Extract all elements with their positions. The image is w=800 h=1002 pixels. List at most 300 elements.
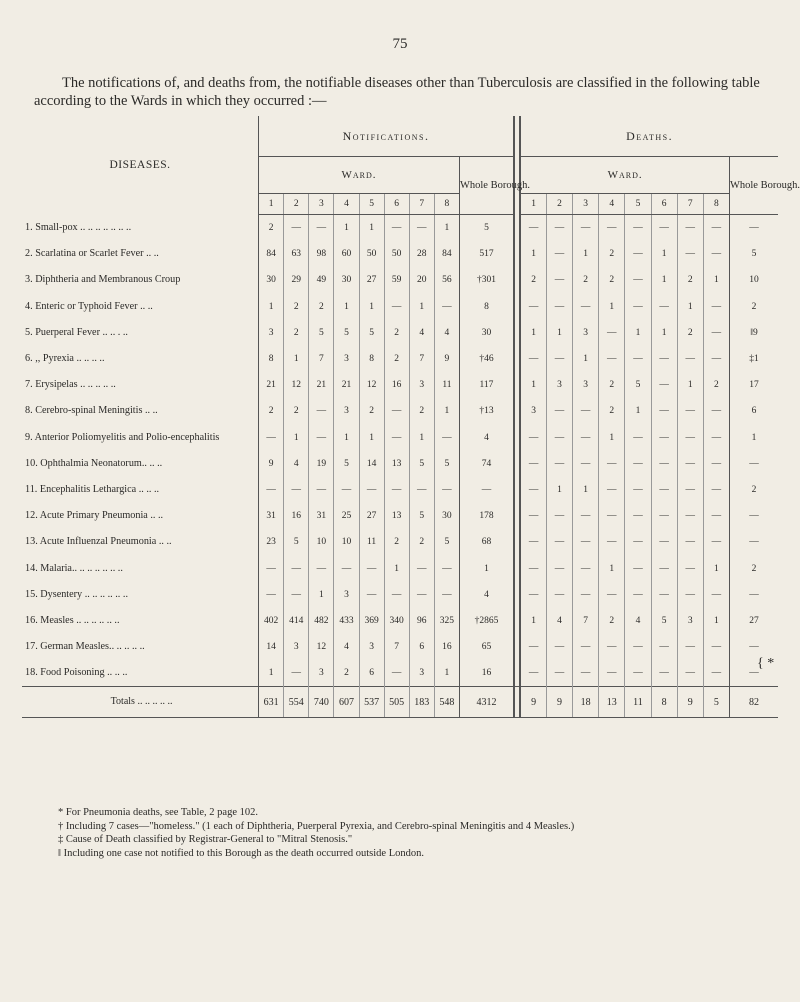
notification-cell: — [359, 582, 384, 608]
disease-label: 17. German Measles.. .. .. .. .. [22, 634, 259, 660]
death-cell: 3 [677, 608, 703, 634]
notification-cell: 11 [359, 529, 384, 555]
death-cell: — [703, 582, 729, 608]
death-whole-borough-cell: 1 [751, 432, 757, 443]
death-cell: — [651, 503, 677, 529]
death-cell: — [651, 555, 677, 581]
death-cell: 2 [599, 267, 625, 293]
death-cell: — [651, 582, 677, 608]
notification-whole-borough-cell: 65 [481, 642, 492, 653]
death-whole-borough-cell: 10 [749, 275, 759, 286]
death-cell: 1 [520, 320, 546, 346]
notification-cell: 5 [334, 451, 359, 477]
death-cell: 1 [703, 608, 729, 634]
death-cell: — [677, 215, 703, 242]
notification-cell: 1 [334, 425, 359, 451]
death-cell: 2 [703, 372, 729, 398]
disease-label: 18. Food Poisoning .. .. .. [22, 660, 259, 687]
death-cell: — [546, 634, 572, 660]
death-cell: 1 [677, 294, 703, 320]
notification-cell: 10 [334, 529, 359, 555]
death-cell: — [599, 582, 625, 608]
notifications-ward-number: 2 [284, 194, 309, 215]
footnote-outside-london: ‖ Including one case not notified to this Borough as the death occurred outside London. [58, 847, 424, 859]
notification-whole-borough-cell: 178 [479, 511, 494, 522]
death-cell: — [573, 660, 599, 687]
death-cell: — [651, 372, 677, 398]
notification-cell: 5 [334, 320, 359, 346]
notification-cell: 5 [359, 320, 384, 346]
notification-cell: 19 [309, 451, 334, 477]
notification-cell: 10 [309, 529, 334, 555]
death-whole-borough-cell: — [749, 223, 759, 234]
death-whole-borough-cell: — [749, 589, 759, 600]
notification-cell: — [309, 425, 334, 451]
notification-cell: 3 [334, 346, 359, 372]
table-row [22, 398, 778, 424]
death-cell: — [573, 555, 599, 581]
death-cell: — [546, 582, 572, 608]
total-death-cell: 8 [651, 687, 677, 718]
death-whole-borough-cell: — [749, 458, 759, 469]
notification-cell: 59 [384, 267, 409, 293]
death-cell: — [651, 660, 677, 687]
death-cell: — [677, 529, 703, 555]
notification-cell: 9 [259, 451, 284, 477]
death-cell: — [651, 215, 677, 242]
death-whole-borough-cell: 6 [751, 406, 757, 417]
total-notification-cell: 183 [409, 687, 434, 718]
notification-cell: 30 [259, 267, 284, 293]
death-cell: 3 [520, 398, 546, 424]
death-cell: — [651, 451, 677, 477]
disease-label: 8. Cerebro-spinal Meningitis .. .. [22, 398, 259, 424]
death-cell: — [625, 241, 651, 267]
death-cell: — [546, 398, 572, 424]
intro-paragraph: The notifications of, and deaths from, the notifiable diseases other than Tuberculosis are classified in the following table according to the Wards in which they occurred :— [34, 75, 760, 109]
death-cell: — [520, 215, 546, 242]
notification-cell: 2 [384, 346, 409, 372]
death-cell: — [573, 503, 599, 529]
notification-cell: 8 [259, 346, 284, 372]
table-row [22, 267, 778, 293]
total-death-cell: 9 [520, 687, 546, 718]
death-cell: — [677, 398, 703, 424]
notification-cell: 14 [259, 634, 284, 660]
death-cell: 4 [625, 608, 651, 634]
notification-cell: 49 [309, 267, 334, 293]
death-cell: — [573, 529, 599, 555]
notification-cell: 13 [384, 503, 409, 529]
death-whole-borough-cell: 2 [751, 563, 757, 574]
deaths-ward-header: Ward. [520, 157, 729, 194]
death-cell: 7 [573, 608, 599, 634]
notification-cell: 60 [334, 241, 359, 267]
death-cell: 2 [599, 241, 625, 267]
death-cell: — [703, 346, 729, 372]
death-cell: — [520, 529, 546, 555]
notification-cell: 2 [284, 320, 309, 346]
notification-cell: — [284, 582, 309, 608]
table-row [22, 241, 778, 267]
total-notification-cell: 554 [284, 687, 309, 718]
total-death-cell: 9 [677, 687, 703, 718]
notification-cell: 12 [309, 634, 334, 660]
notification-cell: 4 [434, 320, 459, 346]
table-row [22, 660, 778, 687]
total-notification-cell: 740 [309, 687, 334, 718]
notification-whole-borough-cell: 117 [479, 380, 494, 391]
death-cell: — [677, 477, 703, 503]
death-whole-borough-cell: 2 [751, 484, 757, 495]
notification-cell: 23 [259, 529, 284, 555]
death-cell: — [703, 294, 729, 320]
notification-cell: 21 [309, 372, 334, 398]
table-row [22, 555, 778, 581]
table-row [22, 477, 778, 503]
death-cell: 5 [625, 372, 651, 398]
death-cell: — [703, 320, 729, 346]
death-cell: — [625, 582, 651, 608]
death-cell: — [599, 346, 625, 372]
notification-cell: 11 [434, 372, 459, 398]
notification-cell: — [409, 215, 434, 242]
notification-cell: 3 [309, 660, 334, 687]
notification-cell: — [259, 425, 284, 451]
notification-cell: — [309, 555, 334, 581]
notification-cell: — [334, 555, 359, 581]
notification-cell: 2 [359, 398, 384, 424]
notification-cell: 27 [359, 267, 384, 293]
total-notification-cell: 537 [359, 687, 384, 718]
death-cell: 2 [677, 267, 703, 293]
notification-whole-borough-cell: 68 [481, 537, 492, 548]
notification-cell: 20 [409, 267, 434, 293]
notification-cell: — [359, 555, 384, 581]
death-cell: — [625, 215, 651, 242]
notification-cell: — [284, 555, 309, 581]
death-cell: — [573, 294, 599, 320]
notification-cell: 5 [409, 503, 434, 529]
disease-label: 9. Anterior Poliomyelitis and Polio-encephalitis [22, 425, 259, 451]
table-row [22, 425, 778, 451]
disease-label: 10. Ophthalmia Neonatorum.. .. .. [22, 451, 259, 477]
notification-cell: — [409, 477, 434, 503]
notification-cell: 7 [384, 634, 409, 660]
notification-cell: 2 [309, 294, 334, 320]
death-cell: — [625, 451, 651, 477]
disease-label: 6. ,, Pyrexia .. .. .. .. [22, 346, 259, 372]
deaths-ward-number: 1 [520, 194, 546, 215]
death-cell: — [703, 503, 729, 529]
death-whole-borough-cell: 2 [751, 301, 757, 312]
notification-cell: 8 [359, 346, 384, 372]
notifications-whole-borough-header: Whole Borough. [459, 157, 514, 215]
total-notification-cell: 548 [434, 687, 459, 718]
notification-cell: — [359, 477, 384, 503]
death-cell: — [651, 529, 677, 555]
death-cell: — [703, 529, 729, 555]
footnote-pneumonia: * For Pneumonia deaths, see Table, 2 page 102. [58, 807, 258, 818]
notification-cell: 3 [334, 398, 359, 424]
death-cell: — [625, 294, 651, 320]
notification-cell: 16 [434, 634, 459, 660]
notification-whole-borough-cell: 4 [484, 432, 489, 443]
deaths-header: Deaths. [520, 116, 778, 157]
table-row [22, 215, 778, 242]
disease-label: 16. Measles .. .. .. .. .. .. [22, 608, 259, 634]
notification-cell: — [409, 555, 434, 581]
death-cell: 1 [677, 372, 703, 398]
notification-cell: 369 [359, 608, 384, 634]
deaths-ward-number: 4 [599, 194, 625, 215]
death-cell: — [599, 660, 625, 687]
notification-cell: 63 [284, 241, 309, 267]
notification-cell: 27 [359, 503, 384, 529]
notification-cell: — [384, 398, 409, 424]
total-death-cell: 18 [573, 687, 599, 718]
notification-cell: — [309, 398, 334, 424]
death-cell: — [677, 451, 703, 477]
notification-cell: — [434, 555, 459, 581]
death-cell: — [625, 634, 651, 660]
notification-cell: 30 [334, 267, 359, 293]
disease-label: 12. Acute Primary Pneumonia .. .. [22, 503, 259, 529]
death-cell: 4 [546, 608, 572, 634]
notification-cell: 402 [259, 608, 284, 634]
death-cell: 5 [651, 608, 677, 634]
notification-cell: 2 [259, 398, 284, 424]
notification-cell: 1 [334, 215, 359, 242]
notification-cell: 29 [284, 267, 309, 293]
death-cell: — [677, 503, 703, 529]
notification-cell: 1 [284, 425, 309, 451]
death-whole-borough-cell: — [749, 511, 759, 522]
notification-cell: 5 [409, 451, 434, 477]
death-cell: — [546, 660, 572, 687]
death-cell: — [651, 634, 677, 660]
death-cell: — [677, 241, 703, 267]
disease-label: 13. Acute Influenzal Pneumonia .. .. [22, 529, 259, 555]
death-cell: — [520, 477, 546, 503]
notification-cell: 1 [359, 215, 384, 242]
death-whole-borough-cell: 27 [749, 615, 759, 626]
notification-whole-borough-cell: 517 [479, 249, 494, 260]
notification-cell: 3 [359, 634, 384, 660]
notification-cell: 16 [284, 503, 309, 529]
death-cell: — [520, 346, 546, 372]
footnotes [58, 806, 778, 860]
death-whole-borough-cell: — [749, 668, 759, 679]
death-cell: 1 [520, 241, 546, 267]
notification-whole-borough-cell: 74 [481, 458, 492, 469]
death-cell: — [651, 346, 677, 372]
notifications-ward-number: 6 [384, 194, 409, 215]
death-cell: — [677, 582, 703, 608]
death-cell: 1 [546, 477, 572, 503]
death-cell: — [546, 451, 572, 477]
notifications-ward-header: Ward. [259, 157, 460, 194]
death-cell: — [625, 555, 651, 581]
death-cell: — [651, 294, 677, 320]
total-notification-cell: 631 [259, 687, 284, 718]
death-cell: 3 [573, 372, 599, 398]
death-cell: — [546, 241, 572, 267]
notification-cell: 5 [434, 451, 459, 477]
notification-cell: 414 [284, 608, 309, 634]
deaths-ward-number: 8 [703, 194, 729, 215]
notification-cell: 2 [384, 529, 409, 555]
notification-cell: 21 [259, 372, 284, 398]
notification-cell: 7 [309, 346, 334, 372]
notification-whole-borough-cell: †301 [476, 275, 496, 286]
notification-cell: 1 [259, 660, 284, 687]
notification-cell: 1 [434, 215, 459, 242]
notification-whole-borough-cell: †2865 [474, 615, 499, 626]
deaths-whole-borough-header: Whole Borough. [729, 157, 778, 215]
death-cell: — [546, 267, 572, 293]
notification-cell: 56 [434, 267, 459, 293]
notification-cell: 325 [434, 608, 459, 634]
death-cell: — [625, 503, 651, 529]
death-cell: — [651, 425, 677, 451]
death-whole-borough-cell: ‡1 [749, 354, 759, 365]
diseases-header: DISEASES. [22, 116, 259, 215]
notification-whole-borough-cell: 5 [484, 223, 489, 234]
death-cell: — [599, 634, 625, 660]
death-cell: 2 [677, 320, 703, 346]
notification-cell: 2 [284, 294, 309, 320]
death-cell: — [599, 215, 625, 242]
death-cell: — [573, 634, 599, 660]
death-cell: 1 [546, 320, 572, 346]
notification-cell: — [434, 425, 459, 451]
table-row [22, 503, 778, 529]
notification-cell: 1 [409, 294, 434, 320]
death-cell: — [625, 529, 651, 555]
death-cell: — [677, 555, 703, 581]
notifications-ward-number: 8 [434, 194, 459, 215]
notification-cell: — [309, 215, 334, 242]
notification-cell: — [384, 425, 409, 451]
edge-mark: { * [757, 656, 775, 671]
death-cell: 1 [625, 320, 651, 346]
table-row [22, 346, 778, 372]
notification-cell: 16 [384, 372, 409, 398]
death-cell: 1 [599, 294, 625, 320]
death-cell: 1 [573, 241, 599, 267]
total-death-whole-borough: 82 [729, 687, 778, 718]
deaths-ward-number: 5 [625, 194, 651, 215]
table-row [22, 320, 778, 346]
notification-cell: 1 [284, 346, 309, 372]
table-row [22, 451, 778, 477]
notification-cell: — [384, 215, 409, 242]
notification-cell: 5 [284, 529, 309, 555]
death-cell: — [703, 215, 729, 242]
notification-cell: 7 [409, 346, 434, 372]
death-cell: — [625, 425, 651, 451]
death-cell: — [546, 215, 572, 242]
notification-cell: 2 [259, 215, 284, 242]
notifications-ward-number: 7 [409, 194, 434, 215]
death-cell: 1 [651, 241, 677, 267]
notifiable-diseases-table [22, 116, 800, 718]
death-cell: — [546, 346, 572, 372]
table-row [22, 608, 778, 634]
death-cell: 1 [520, 372, 546, 398]
total-death-cell: 5 [703, 687, 729, 718]
death-cell: 1 [573, 346, 599, 372]
notification-whole-borough-cell: †46 [479, 354, 494, 365]
notification-cell: 482 [309, 608, 334, 634]
notification-cell: 12 [284, 372, 309, 398]
death-cell: — [651, 398, 677, 424]
disease-label: 5. Puerperal Fever .. .. . .. [22, 320, 259, 346]
death-whole-borough-cell: — [749, 642, 759, 653]
notification-cell: 1 [259, 294, 284, 320]
death-cell: — [625, 267, 651, 293]
deaths-ward-number: 7 [677, 194, 703, 215]
death-cell: 2 [573, 267, 599, 293]
disease-label: 3. Diphtheria and Membranous Croup [22, 267, 259, 293]
death-cell: 1 [651, 320, 677, 346]
death-cell: — [677, 634, 703, 660]
table-row [22, 582, 778, 608]
total-notification-whole-borough: 4312 [459, 687, 514, 718]
notification-cell: 2 [284, 398, 309, 424]
death-cell: — [677, 425, 703, 451]
notification-cell: 3 [409, 660, 434, 687]
disease-label: 15. Dysentery .. .. .. .. .. .. [22, 582, 259, 608]
death-cell: — [703, 660, 729, 687]
death-cell: — [599, 451, 625, 477]
death-cell: — [573, 398, 599, 424]
notification-cell: 50 [384, 241, 409, 267]
deaths-ward-number: 3 [573, 194, 599, 215]
footnote-homeless: † Including 7 cases—"homeless." (1 each of Diphtheria, Puerperal Pyrexia, and Cerebro-spinal Meningitis and 4 Measles.) [58, 820, 575, 832]
notification-cell: 1 [334, 294, 359, 320]
disease-label: 7. Erysipelas .. .. .. .. .. [22, 372, 259, 398]
notification-cell: 340 [384, 608, 409, 634]
death-cell: — [573, 451, 599, 477]
death-cell: — [599, 503, 625, 529]
notification-cell: 2 [334, 660, 359, 687]
notification-cell: 31 [259, 503, 284, 529]
death-cell: — [651, 477, 677, 503]
notification-cell: — [434, 582, 459, 608]
notification-cell: — [259, 477, 284, 503]
notification-cell: — [334, 477, 359, 503]
notification-cell: — [409, 582, 434, 608]
notifications-ward-number: 4 [334, 194, 359, 215]
death-cell: 1 [703, 267, 729, 293]
notification-cell: — [434, 477, 459, 503]
notification-cell: 2 [409, 529, 434, 555]
death-cell: — [546, 529, 572, 555]
footnote-mitral-stenosis: ‡ Cause of Death classified by Registrar-General to "Mitral Stenosis." [58, 834, 353, 845]
notification-cell: 6 [409, 634, 434, 660]
table-row [22, 294, 778, 320]
notification-cell: 2 [409, 398, 434, 424]
notification-cell: 31 [309, 503, 334, 529]
death-cell: — [703, 451, 729, 477]
notification-whole-borough-cell: 8 [484, 301, 489, 312]
notification-cell: — [259, 555, 284, 581]
death-cell: 2 [599, 608, 625, 634]
death-cell: — [573, 582, 599, 608]
notification-cell: 25 [334, 503, 359, 529]
